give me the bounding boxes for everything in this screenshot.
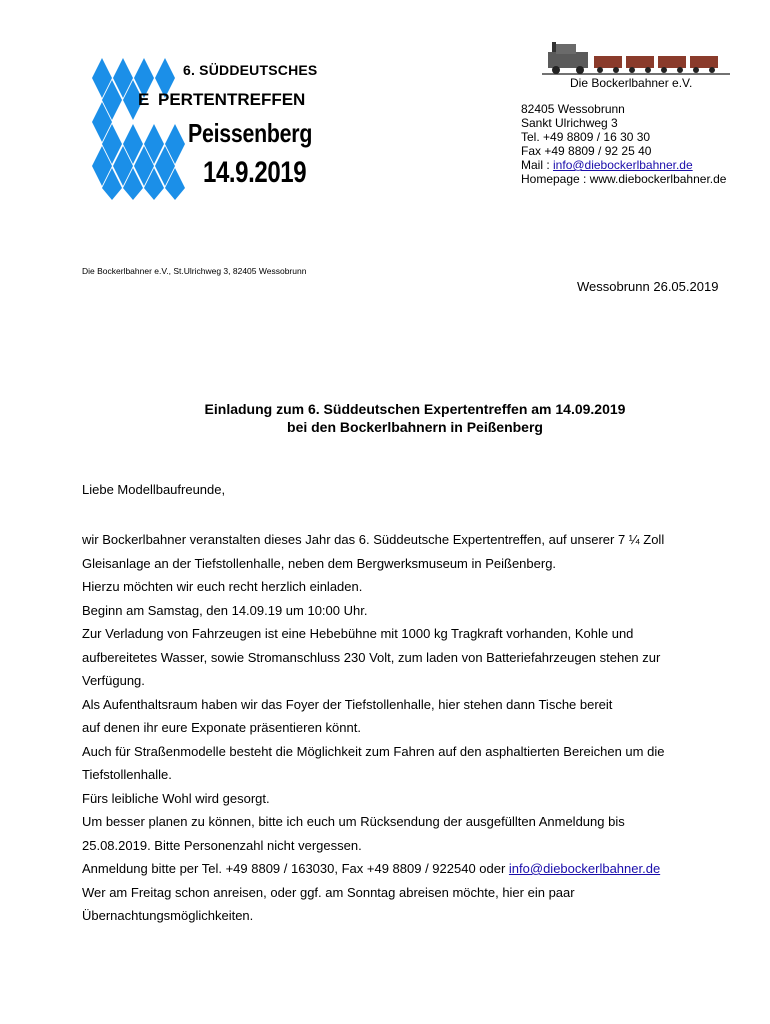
sender-name: Die Bockerlbahner e.V. <box>570 76 693 90</box>
body-line: Tiefstollenhalle. <box>82 767 172 782</box>
logo-initial: E <box>138 90 150 109</box>
title-line-2: bei den Bockerlbahnern in Peißenberg <box>287 419 543 435</box>
registration-text: Anmeldung bitte per Tel. +49 8809 / 163030, Fax +49 8809 / 922540 oder <box>82 861 509 876</box>
address-line: Tel. +49 8809 / 16 30 30 <box>521 130 651 144</box>
logo-line-3: Peissenberg <box>188 118 313 148</box>
body-line: Auch für Straßenmodelle besteht die Möglichkeit zum Fahren auf den asphaltierten Bereichen um die <box>82 743 665 759</box>
body-line: Fürs leibliche Wohl wird gesorgt. <box>82 790 270 806</box>
return-address: Die Bockerlbahner e.V., St.Ulrichweg 3, 82405 Wessobrunn <box>82 266 307 276</box>
greeting: Liebe Modellbaufreunde, <box>82 482 226 497</box>
body-line: Zur Verladung von Fahrzeugen ist eine Hebebühne mit 1000 kg Tragkraft vorhanden, Kohle und <box>82 626 634 641</box>
logo-line-2 <box>138 90 305 110</box>
body-line: Verfügung. <box>82 673 145 688</box>
body-line: Beginn am Samstag, den 14.09.19 um 10:00 Uhr. <box>82 602 368 618</box>
body-line: Übernachtungsmöglichkeiten. <box>82 908 254 923</box>
body-line: 25.08.2019. Bitte Personenzahl nicht vergessen. <box>82 837 362 853</box>
logo-line-1: 6. SÜDDEUTSCHES <box>183 62 318 78</box>
body-line: wir Bockerlbahner veranstalten dieses Jahr das 6. Süddeutsche Expertentreffen, auf unserer 7 ¼ Zoll <box>82 532 665 547</box>
letter-body <box>82 528 732 928</box>
registration-line <box>82 857 732 881</box>
event-logo <box>88 50 328 200</box>
logo-line-4: 14.9.2019 <box>203 156 307 189</box>
logo-line-2-rest: PERTENTREFFEN <box>158 90 306 109</box>
narrow-gauge-train-icon <box>542 40 730 80</box>
letter-title <box>0 400 770 436</box>
body-line: Gleisanlage an der Tiefstollenhalle, neben dem Bergwerksmuseum in Peißenberg. <box>82 555 557 571</box>
mail-line <box>521 158 726 172</box>
body-line: Um besser planen zu können, bitte ich euch um Rücksendung der ausgefüllten Anmeldung bis <box>82 814 625 829</box>
registration-mail-link[interactable]: info@diebockerlbahner.de <box>508 861 661 876</box>
body-line: aufbereitetes Wasser, sowie Stromanschluss 230 Volt, zum laden von Batteriefahrzeugen stehen zur <box>82 649 661 665</box>
address-line: 82405 Wessobrunn <box>521 102 625 116</box>
sender-address-block <box>521 102 726 186</box>
body-line: Wer am Freitag schon anreisen, oder ggf. am Sonntag abreisen möchte, hier ein paar <box>82 884 575 900</box>
sender-mail-link[interactable]: info@diebockerlbahner.de <box>553 158 693 172</box>
title-line-1: Einladung zum 6. Süddeutschen Expertentreffen am 14.09.2019 <box>204 401 626 417</box>
body-line: Als Aufenthaltsraum haben wir das Foyer der Tiefstollenhalle, hier stehen dann Tische bereit <box>82 696 613 712</box>
homepage-line: Homepage : www.diebockerlbahner.de <box>521 172 727 186</box>
mail-label: Mail : <box>521 158 554 172</box>
letter-date: Wessobrunn 26.05.2019 <box>577 279 719 294</box>
address-line: Fax +49 8809 / 92 25 40 <box>521 144 652 158</box>
body-line: auf denen ihr eure Exponate präsentieren könnt. <box>82 720 361 735</box>
body-line: Hierzu möchten wir euch recht herzlich einladen. <box>82 579 363 594</box>
address-line: Sankt Ulrichweg 3 <box>521 116 618 130</box>
